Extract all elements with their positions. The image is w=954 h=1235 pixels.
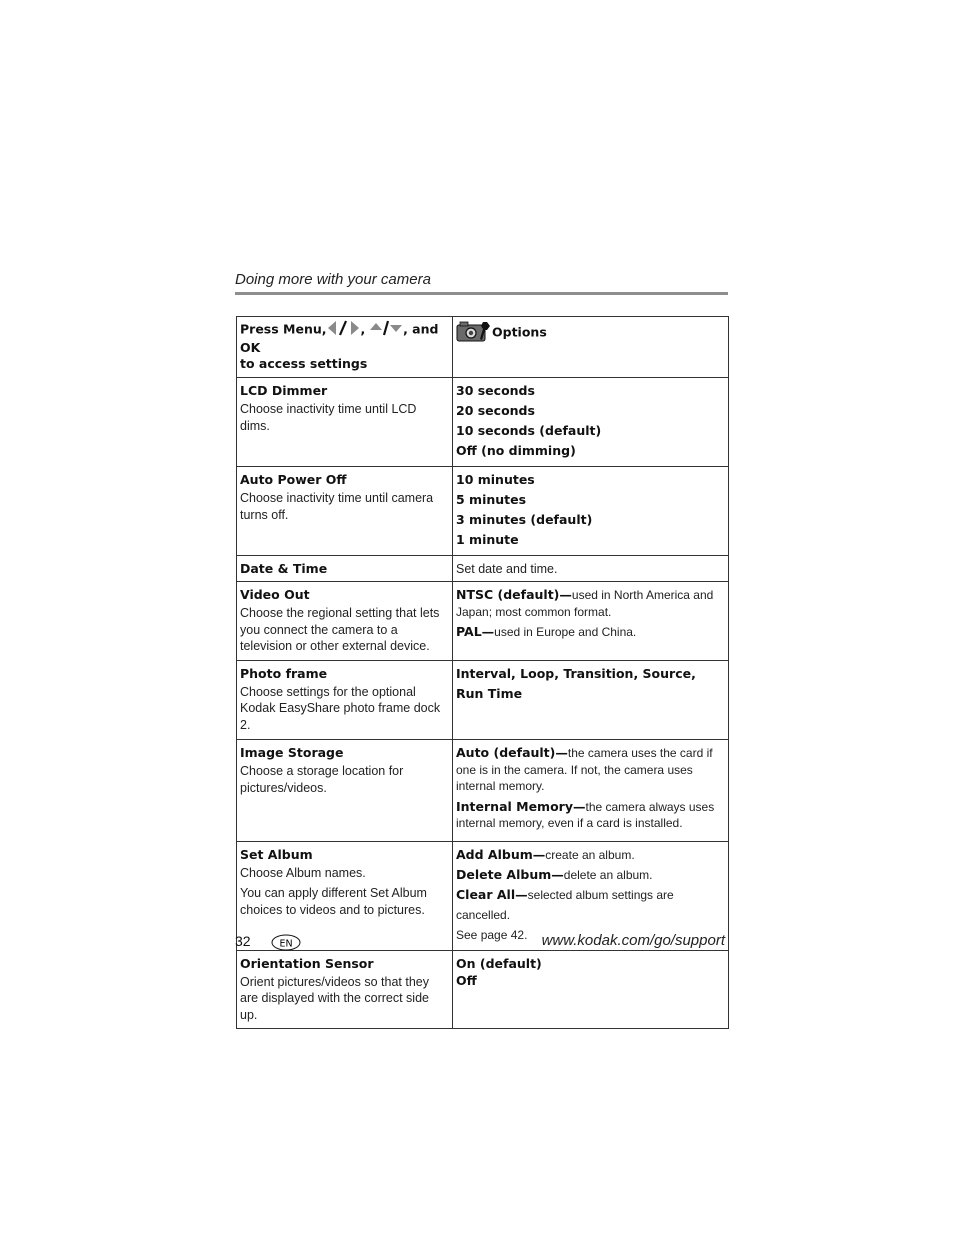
header-options-cell bbox=[453, 317, 729, 378]
option-text: Set date and time. bbox=[456, 562, 558, 576]
option-text: the camera uses the card if one is in the camera. If not, the camera uses internal memory. bbox=[456, 746, 713, 793]
language-badge-text: EN bbox=[279, 938, 293, 950]
left-right-arrows-icon bbox=[327, 320, 361, 340]
setting-desc: Choose the regional setting that lets you connect the camera to a television or other external device. bbox=[240, 606, 440, 653]
setting-desc: Choose Album names. bbox=[240, 865, 366, 880]
option-label: Add Album— bbox=[456, 846, 546, 862]
option-item: Off (no dimming) bbox=[456, 443, 576, 458]
page-number: 32 bbox=[235, 933, 251, 949]
setting-cell bbox=[237, 950, 453, 1029]
table-header-row bbox=[237, 317, 729, 378]
option-text: used in Europe and China. bbox=[494, 625, 637, 639]
option-item: 5 minutes bbox=[456, 492, 527, 507]
setting-cell bbox=[237, 740, 453, 842]
option-label: Clear All— bbox=[456, 886, 528, 902]
setting-desc-extra: You can apply different Set Album choices to videos and to pictures. bbox=[240, 886, 427, 917]
option-item: 20 seconds bbox=[456, 403, 535, 418]
options-cell bbox=[453, 556, 729, 582]
setting-name: Image Storage bbox=[240, 745, 344, 760]
see-prefix: See bbox=[456, 927, 481, 942]
table-row bbox=[237, 740, 729, 842]
setting-desc: Choose a storage location for pictures/videos. bbox=[240, 764, 404, 795]
setting-name: Orientation Sensor bbox=[240, 955, 374, 971]
table-row bbox=[237, 378, 729, 467]
options-cell bbox=[453, 378, 729, 467]
support-url: www.kodak.com/go/support bbox=[541, 932, 725, 949]
option-item: Interval, Loop, Transition, Source, Run Time bbox=[456, 665, 696, 701]
option-label: Auto (default)— bbox=[456, 745, 568, 760]
option-label: Internal Memory— bbox=[456, 798, 586, 814]
option-paragraph bbox=[456, 799, 725, 832]
option-paragraph bbox=[456, 745, 725, 795]
setting-name: Photo frame bbox=[240, 665, 328, 681]
setting-cell bbox=[237, 660, 453, 740]
header-and-ok: , and OK bbox=[240, 321, 439, 355]
table-row bbox=[237, 556, 729, 582]
setting-desc: Choose settings for the optional Kodak EasyShare photo frame dock 2. bbox=[240, 684, 441, 732]
options-cell bbox=[453, 660, 729, 740]
option-item: 1 minute bbox=[456, 532, 519, 547]
setting-cell bbox=[237, 556, 453, 582]
option-text: delete an album. bbox=[563, 867, 653, 882]
option-paragraph bbox=[456, 845, 725, 865]
option-item: 10 minutes bbox=[456, 472, 535, 487]
page-42-link[interactable]: page 42 bbox=[480, 927, 525, 942]
option-text: the camera always uses internal memory, even if a card is installed. bbox=[456, 799, 715, 830]
option-label: NTSC (default)— bbox=[456, 587, 572, 602]
section-title: Doing more with your camera bbox=[235, 271, 431, 288]
header-press-menu: Press Menu, bbox=[240, 321, 327, 337]
setting-desc: Choose inactivity time until LCD dims. bbox=[240, 402, 417, 433]
setting-cell bbox=[237, 582, 453, 661]
header-options-label: Options bbox=[492, 324, 547, 340]
setting-name: Date & Time bbox=[240, 561, 328, 576]
options-cell bbox=[453, 950, 729, 1029]
option-paragraph bbox=[456, 624, 725, 641]
setting-name: Set Album bbox=[240, 846, 313, 862]
settings-table bbox=[236, 316, 729, 1029]
see-suffix: . bbox=[524, 927, 528, 942]
options-cell bbox=[453, 582, 729, 661]
setting-desc: Orient pictures/videos so that they are displayed with the correct side up. bbox=[240, 974, 429, 1022]
table-row bbox=[237, 467, 729, 556]
language-badge bbox=[271, 934, 301, 951]
table-row bbox=[237, 582, 729, 661]
option-item: 10 seconds (default) bbox=[456, 423, 602, 438]
option-text: selected album settings are cancelled. bbox=[456, 887, 674, 922]
up-down-arrows-icon bbox=[369, 320, 403, 340]
setting-cell bbox=[237, 467, 453, 556]
options-cell bbox=[453, 467, 729, 556]
header-sep: , bbox=[360, 321, 366, 337]
option-paragraph bbox=[456, 587, 725, 620]
options-cell bbox=[453, 740, 729, 842]
setting-cell bbox=[237, 841, 453, 950]
setting-name: Video Out bbox=[240, 587, 310, 602]
option-paragraph bbox=[456, 865, 725, 885]
option-paragraph bbox=[456, 885, 725, 925]
setting-name: LCD Dimmer bbox=[240, 383, 328, 398]
option-label: Delete Album— bbox=[456, 866, 564, 882]
option-text: create an album. bbox=[545, 847, 635, 862]
setting-name: Auto Power Off bbox=[240, 472, 347, 487]
section-rule bbox=[235, 292, 728, 295]
option-item: On (default) bbox=[456, 955, 542, 971]
header-access-settings: to access settings bbox=[240, 356, 368, 371]
table-row bbox=[237, 950, 729, 1029]
option-item: 3 minutes (default) bbox=[456, 512, 593, 527]
option-item: 30 seconds bbox=[456, 383, 535, 398]
camera-wrench-icon bbox=[456, 320, 492, 346]
option-item: Off bbox=[456, 972, 477, 988]
header-instructions-cell bbox=[237, 317, 453, 378]
table-row bbox=[237, 660, 729, 740]
setting-desc: Choose inactivity time until camera turns off. bbox=[240, 491, 434, 522]
option-text: used in North America and Japan; most common format. bbox=[456, 588, 714, 619]
setting-cell bbox=[237, 378, 453, 467]
option-label: PAL— bbox=[456, 624, 495, 639]
